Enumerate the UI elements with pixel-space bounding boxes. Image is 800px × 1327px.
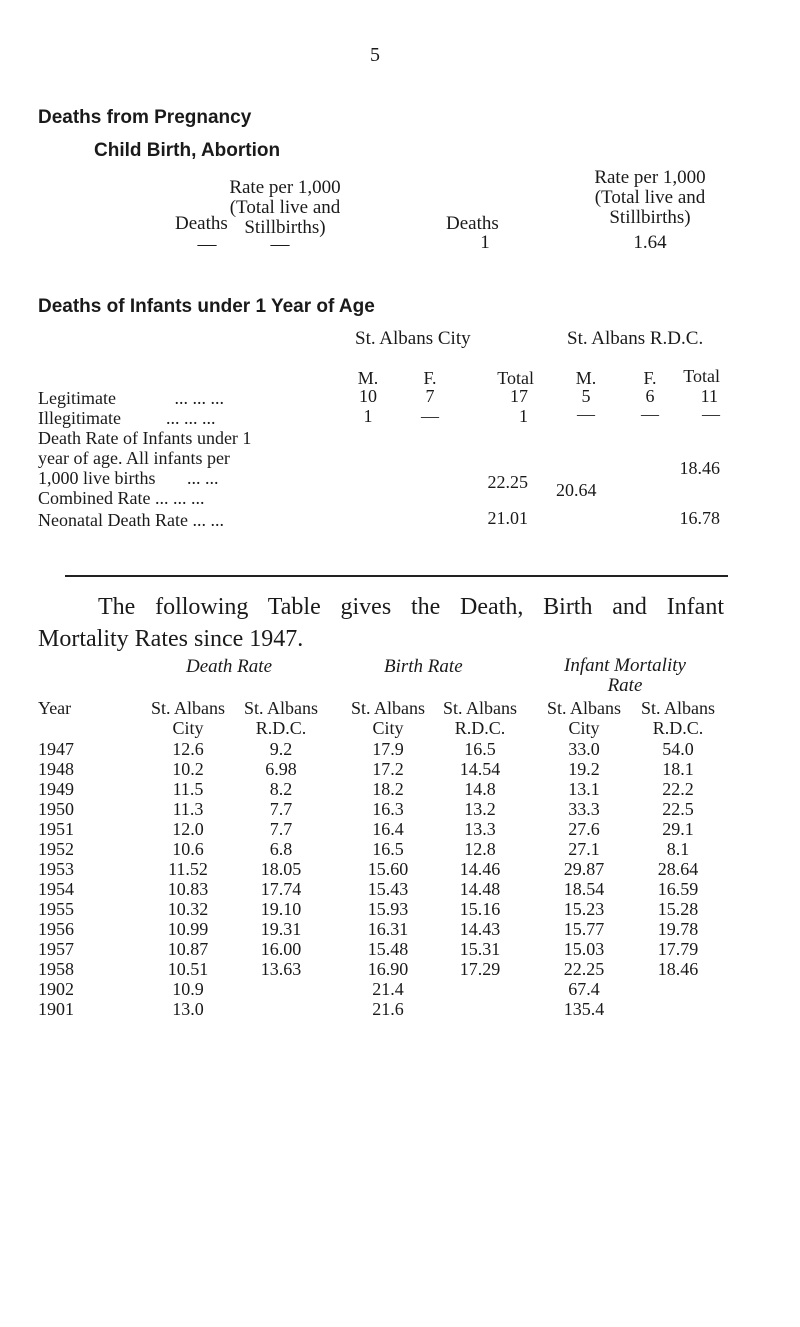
death-rdc-cell: 13.63	[260, 959, 302, 979]
pregnancy-rdc-rate-header: Rate per 1,000 (Total live and Stillbirths)	[594, 167, 706, 228]
birth-city-cell: 17.2	[372, 759, 404, 779]
page-number: 5	[370, 44, 380, 66]
infant-city-cell: 22.25	[563, 959, 605, 979]
infant-rdc-cell: 19.78	[657, 919, 699, 939]
death-city-cell: 10.32	[167, 899, 209, 919]
death-city-header: St. Albans City	[150, 698, 225, 738]
birth-rdc-cell: 15.31	[459, 939, 501, 959]
death-city-cell: 11.52	[168, 859, 208, 879]
birth-rdc-cell: 17.29	[459, 959, 501, 979]
death-rdc-cell: 19.31	[260, 919, 302, 939]
illegitimate-city-m: 1	[363, 406, 373, 426]
infant-city-header: St. Albans City	[546, 698, 621, 738]
birth-city-cell: 21.4	[372, 979, 404, 999]
pregnancy-subheading: Child Birth, Abortion	[94, 140, 281, 161]
legitimate-city-m: 10	[359, 386, 377, 406]
infant-rdc-cell: 15.28	[657, 899, 699, 919]
infant-rdc-cell: 22.2	[662, 779, 694, 799]
death-rdc-header: St. Albans R.D.C.	[243, 698, 318, 738]
infant-city-cell: 18.54	[563, 879, 605, 899]
infants-heading: Deaths of Infants under 1 Year of Age	[38, 296, 375, 317]
infants-rdc-m-header: M.	[575, 368, 597, 388]
birth-city-cell: 15.93	[367, 899, 409, 919]
death-rdc-cell: 9.2	[269, 739, 293, 759]
neonatal-rate-city: 21.01	[487, 508, 528, 528]
infant-city-cell: 15.03	[563, 939, 605, 959]
year-cell: 1947	[38, 739, 74, 759]
illegitimate-rdc-total: —	[702, 404, 720, 424]
birth-city-cell: 16.3	[372, 799, 404, 819]
year-header: Year	[38, 698, 72, 718]
neonatal-rate-rdc: 16.78	[679, 508, 720, 528]
year-cell: 1948	[38, 759, 74, 779]
pregnancy-city-rate: —	[270, 234, 290, 255]
pregnancy-heading: Deaths from Pregnancy	[38, 107, 252, 128]
death-rdc-cell: 16.00	[260, 939, 302, 959]
birth-rdc-cell: 14.54	[459, 759, 501, 779]
legitimate-rdc-total: 11	[700, 386, 718, 406]
death-city-cell: 12.0	[172, 819, 204, 839]
year-cell: 1957	[38, 939, 74, 959]
infant-rdc-cell: 22.5	[662, 799, 694, 819]
birth-rdc-cell: 14.8	[464, 779, 496, 799]
illegitimate-rdc-f: —	[641, 404, 659, 424]
combined-rate-value: 20.64	[556, 480, 597, 500]
death-city-cell: 11.3	[172, 799, 204, 819]
pregnancy-rdc-deaths: 1	[480, 232, 490, 253]
birth-rdc-header: St. Albans R.D.C.	[442, 698, 517, 738]
death-city-cell: 10.2	[172, 759, 204, 779]
birth-city-cell: 21.6	[372, 999, 404, 1019]
death-city-cell: 10.9	[172, 979, 204, 999]
infants-city-f-header: F.	[423, 368, 437, 388]
infant-rdc-cell: 17.79	[657, 939, 699, 959]
year-cell: 1901	[38, 999, 74, 1019]
year-cell: 1954	[38, 879, 74, 899]
birth-city-cell: 18.2	[372, 779, 404, 799]
infant-city-cell: 19.2	[568, 759, 600, 779]
death-city-cell: 11.5	[172, 779, 204, 799]
death-rdc-cell: 8.2	[269, 779, 293, 799]
infants-city-m-header: M.	[357, 368, 379, 388]
year-cell: 1902	[38, 979, 74, 999]
legitimate-city-total: 17	[510, 386, 528, 406]
infant-rdc-cell: 18.1	[662, 759, 694, 779]
infant-mortality-group-header: Infant Mortality Rate	[564, 655, 686, 696]
infants-city-total-header: Total	[497, 368, 534, 388]
birth-city-cell: 15.60	[367, 859, 409, 879]
birth-rate-group-header: Birth Rate	[384, 656, 463, 677]
infants-rdc-total-header: Total	[683, 366, 720, 386]
year-cell: 1950	[38, 799, 74, 819]
birth-rdc-cell: 14.48	[459, 879, 501, 899]
birth-city-cell: 16.4	[372, 819, 404, 839]
death-city-cell: 10.83	[167, 879, 209, 899]
pregnancy-rdc-rate: 1.64	[633, 232, 667, 253]
death-city-cell: 10.99	[167, 919, 209, 939]
death-rate-city: 22.25	[487, 472, 528, 492]
infant-city-cell: 27.6	[568, 819, 600, 839]
infant-city-cell: 15.23	[563, 899, 605, 919]
death-rdc-cell: 6.98	[265, 759, 297, 779]
infant-rdc-cell: 29.1	[662, 819, 694, 839]
death-rdc-cell: 19.10	[260, 899, 302, 919]
birth-rdc-cell: 14.46	[459, 859, 501, 879]
pregnancy-city-deaths: —	[197, 234, 217, 255]
death-city-cell: 13.0	[172, 999, 204, 1019]
pregnancy-rdc-deaths-header: Deaths	[446, 213, 499, 234]
death-rate-rdc: 18.46	[679, 458, 720, 478]
infant-rdc-cell: 54.0	[662, 739, 694, 759]
section-divider	[65, 575, 728, 577]
birth-city-cell: 16.5	[372, 839, 404, 859]
death-rdc-cell: 7.7	[269, 819, 293, 839]
infant-rdc-cell: 28.64	[657, 859, 699, 879]
infant-city-cell: 135.4	[563, 999, 605, 1019]
infant-city-cell: 29.87	[563, 859, 605, 879]
birth-rdc-cell: 16.5	[464, 739, 496, 759]
illegitimate-rdc-m: —	[577, 404, 595, 424]
illegitimate-label: Illegitimate ... ... ...	[38, 408, 216, 428]
infant-city-cell: 67.4	[568, 979, 600, 999]
birth-city-header: St. Albans City	[350, 698, 425, 738]
birth-rdc-cell: 13.2	[464, 799, 496, 819]
year-cell: 1951	[38, 819, 74, 839]
year-cell: 1958	[38, 959, 74, 979]
year-cell: 1953	[38, 859, 74, 879]
infant-rdc-cell: 18.46	[657, 959, 699, 979]
infant-city-cell: 33.0	[568, 739, 600, 759]
infant-city-cell: 27.1	[568, 839, 600, 859]
birth-rdc-cell: 14.43	[459, 919, 501, 939]
mortality-intro-line1: The following Table gives the Death, Birth and Infant	[98, 594, 724, 620]
legitimate-city-f: 7	[425, 386, 435, 406]
birth-city-cell: 16.90	[367, 959, 409, 979]
pregnancy-city-rate-header: Rate per 1,000 (Total live and Stillbirths)	[229, 177, 341, 238]
infant-city-cell: 15.77	[563, 919, 605, 939]
neonatal-rate-label: Neonatal Death Rate ... ...	[38, 510, 224, 530]
infant-city-cell: 13.1	[568, 779, 600, 799]
combined-rate-label: Combined Rate ... ... ...	[38, 488, 205, 508]
death-rdc-cell: 17.74	[260, 879, 302, 899]
death-rate-label: Death Rate of Infants under 1 year of age. All infants per 1,000 live births ... ...	[38, 428, 252, 488]
illegitimate-city-total: 1	[519, 406, 528, 426]
year-cell: 1956	[38, 919, 74, 939]
infant-rdc-header: St. Albans R.D.C.	[640, 698, 715, 738]
legitimate-label: Legitimate ... ... ...	[38, 388, 224, 408]
birth-city-cell: 15.48	[367, 939, 409, 959]
year-cell: 1949	[38, 779, 74, 799]
death-rdc-cell: 18.05	[260, 859, 302, 879]
birth-rdc-cell: 15.16	[459, 899, 501, 919]
death-city-cell: 10.6	[172, 839, 204, 859]
birth-city-cell: 17.9	[372, 739, 404, 759]
birth-city-cell: 16.31	[367, 919, 409, 939]
pregnancy-city-deaths-header: Deaths	[175, 213, 228, 234]
year-cell: 1952	[38, 839, 74, 859]
legitimate-rdc-m: 5	[581, 386, 591, 406]
death-rdc-cell: 6.8	[269, 839, 293, 859]
birth-city-cell: 15.43	[367, 879, 409, 899]
infants-rdc-header: St. Albans R.D.C.	[567, 328, 704, 349]
illegitimate-city-f: —	[421, 406, 439, 426]
infants-rdc-f-header: F.	[643, 368, 657, 388]
infants-city-header: St. Albans City	[355, 328, 471, 349]
infant-rdc-cell: 8.1	[666, 839, 690, 859]
year-cell: 1955	[38, 899, 74, 919]
death-rdc-cell: 7.7	[269, 799, 293, 819]
infant-city-cell: 33.3	[568, 799, 600, 819]
death-city-cell: 10.51	[167, 959, 209, 979]
death-city-cell: 10.87	[167, 939, 209, 959]
mortality-intro-line2: Mortality Rates since 1947.	[38, 626, 304, 652]
legitimate-rdc-f: 6	[645, 386, 655, 406]
death-rate-group-header: Death Rate	[186, 656, 273, 677]
death-city-cell: 12.6	[172, 739, 204, 759]
infant-rdc-cell: 16.59	[657, 879, 699, 899]
birth-rdc-cell: 13.3	[464, 819, 496, 839]
birth-rdc-cell: 12.8	[464, 839, 496, 859]
